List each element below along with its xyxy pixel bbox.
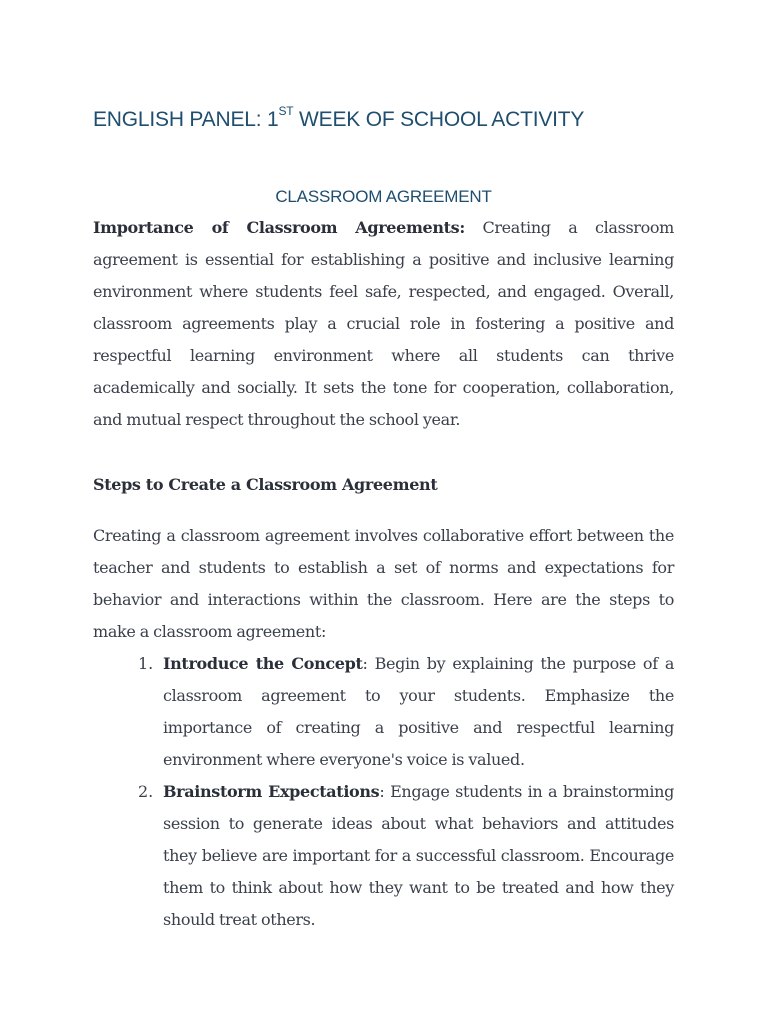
list-item-number: 1. bbox=[138, 654, 154, 673]
list-item-text: : Engage students in a brainstorming session to generate ideas about what behaviors and attitudes they believe are important for a successful classroom. Encourage them to think about how they want to be treated and how they should treat others. bbox=[163, 782, 674, 929]
importance-label: Importance of Classroom Agreements: bbox=[93, 218, 465, 237]
list-item-body bbox=[163, 776, 674, 936]
steps-intro-paragraph: Creating a classroom agreement involves collaborative effort between the teacher and students to establish a set of norms and expectations for behavior and interactions within the classroom. Here are the steps to make a classroom agreement: bbox=[93, 526, 674, 641]
section-subtitle: CLASSROOM AGREEMENT bbox=[275, 187, 492, 206]
list-item-text: : Begin by explaining the purpose of a classroom agreement to your students. Emphasize the importance of creating a positive and respectful learning environment where everyone's voice is valued. bbox=[163, 654, 675, 769]
list-item bbox=[138, 648, 675, 776]
steps-heading: Steps to Create a Classroom Agreement bbox=[93, 475, 438, 494]
importance-paragraph bbox=[93, 212, 674, 436]
list-item-title: Introduce the Concept bbox=[163, 654, 363, 673]
list-item-number: 2. bbox=[138, 782, 154, 801]
list-item-title: Brainstorm Expectations bbox=[163, 782, 380, 801]
title-suffix: WEEK OF SCHOOL ACTIVITY bbox=[293, 108, 585, 131]
importance-text: Creating a classroom agreement is essential for establishing a positive and inclusive learning environment where students feel safe, respected, and engaged. Overall, classroom agreements play a crucial role in fostering a positive and respectful learning environment where all students can thrive academically and socially. It sets the tone for cooperation, collaboration, and mutual respect throughout the school year. bbox=[93, 218, 674, 429]
title-prefix: ENGLISH PANEL: 1 bbox=[93, 108, 279, 131]
list-item-body bbox=[163, 648, 674, 776]
page-title bbox=[93, 104, 585, 132]
steps-list bbox=[138, 648, 675, 936]
list-item bbox=[138, 776, 674, 936]
title-superscript: ST bbox=[278, 104, 294, 118]
